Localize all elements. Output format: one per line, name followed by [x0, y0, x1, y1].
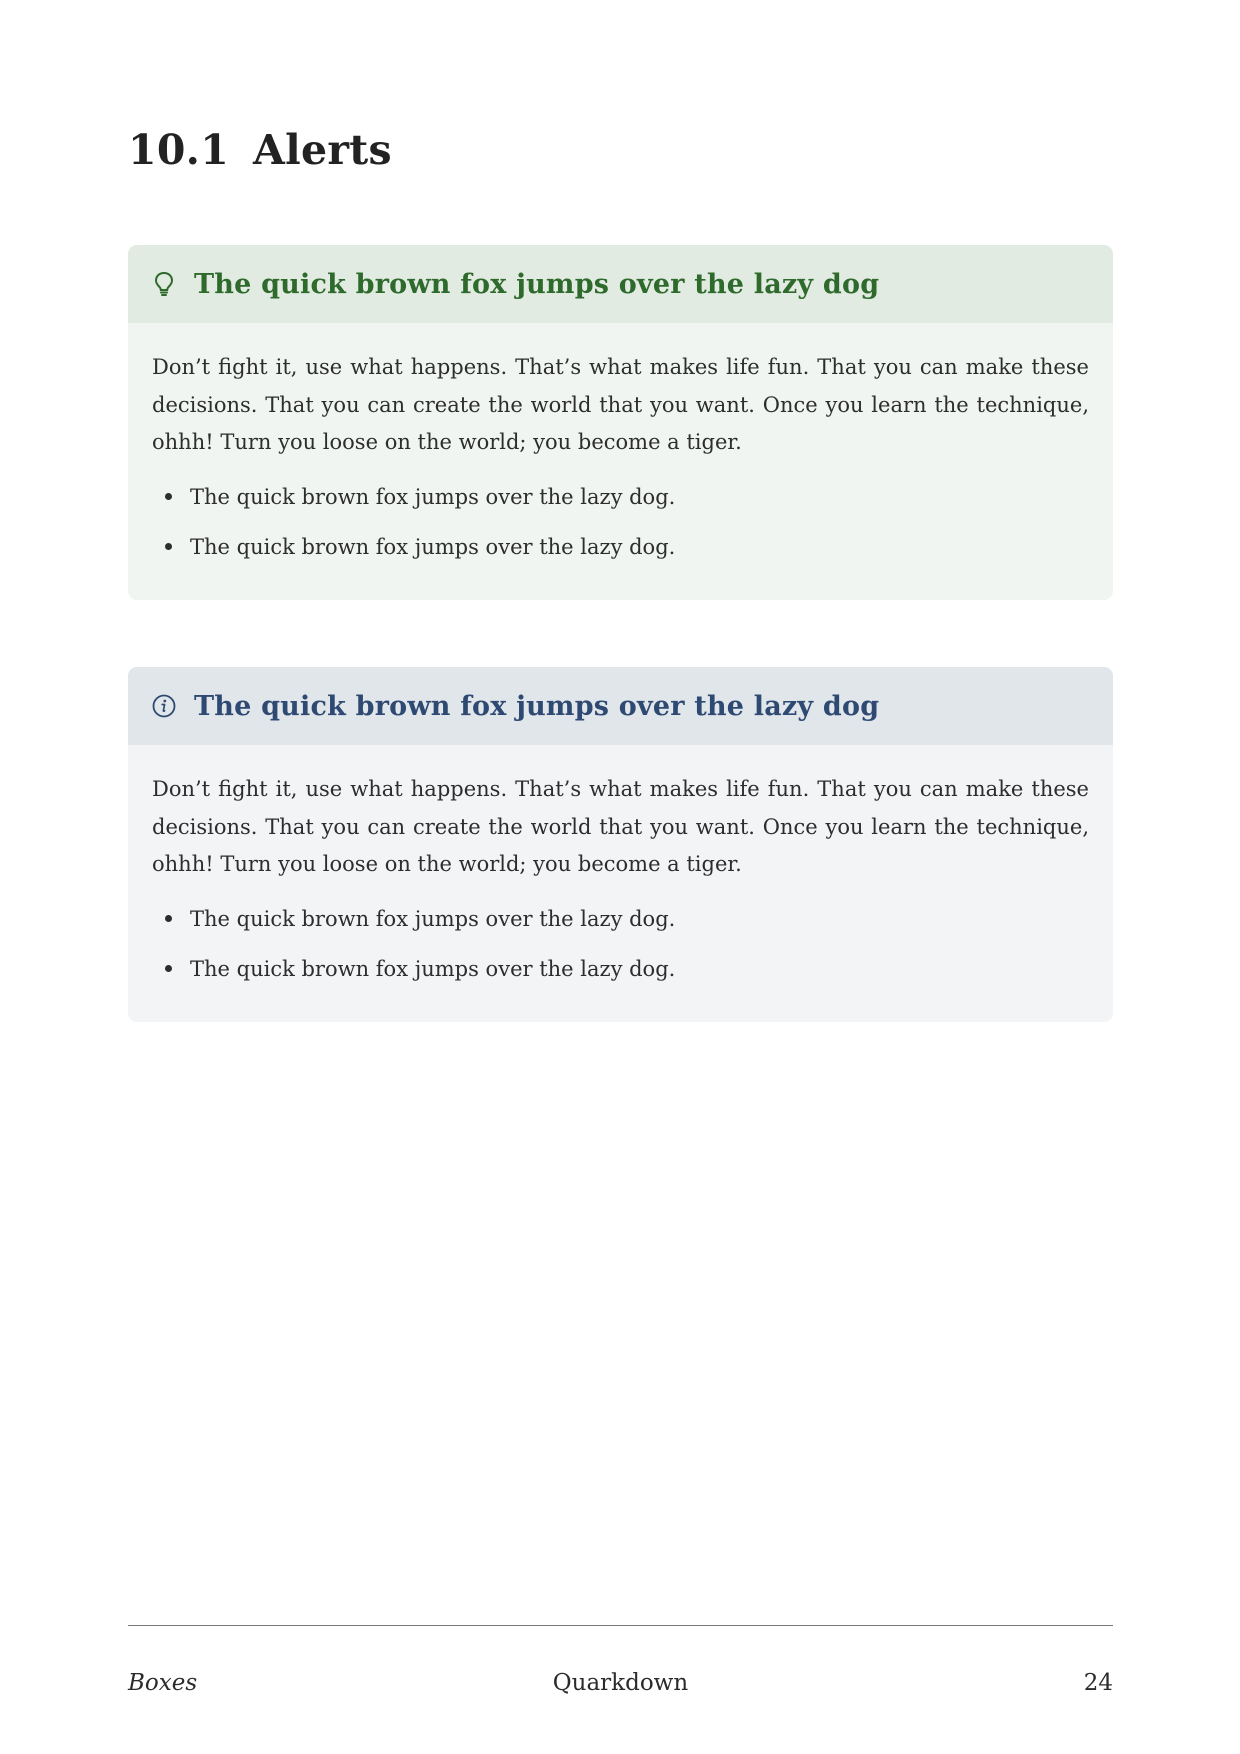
page-footer — [128, 1670, 1113, 1704]
alert-paragraph: Don’t fight it, use what happens. That’s what makes life fun. That you can make these decisions. That you can create the world that you want. Once you learn the technique, ohhh! Turn you loose on the world; you become a tiger. — [152, 355, 1089, 454]
list-item — [165, 944, 1089, 994]
list-item-text: The quick brown fox jumps over the lazy dog. — [190, 534, 676, 559]
list-item-text: The quick brown fox jumps over the lazy dog. — [190, 956, 676, 981]
alert-body — [128, 745, 1113, 994]
alert-title: The quick brown fox jumps over the lazy dog — [194, 690, 880, 722]
section-title: Alerts — [253, 126, 392, 174]
list-item — [165, 472, 1089, 522]
section-number: 10.1 — [128, 126, 230, 174]
list-item — [165, 894, 1089, 944]
bullet-list — [152, 472, 1089, 572]
bullet-icon — [165, 493, 172, 500]
alert-body — [128, 323, 1113, 572]
alert-paragraph: Don’t fight it, use what happens. That’s what makes life fun. That you can make these decisions. That you can create the world that you want. Once you learn the technique, ohhh! Turn you loose on the world; you become a tiger. — [152, 777, 1089, 876]
alert-title: The quick brown fox jumps over the lazy dog — [194, 268, 880, 300]
lightbulb-icon — [150, 270, 178, 298]
footer-divider — [128, 1625, 1113, 1626]
bullet-icon — [165, 915, 172, 922]
alert-header — [128, 245, 1113, 323]
footer-document-title: Quarkdown — [552, 1670, 689, 1696]
page-number: 24 — [1083, 1670, 1113, 1696]
list-item-text: The quick brown fox jumps over the lazy dog. — [190, 484, 676, 509]
footer-section-name: Boxes — [128, 1670, 198, 1696]
section-heading — [128, 120, 392, 180]
bullet-icon — [165, 965, 172, 972]
bullet-icon — [165, 543, 172, 550]
tip-alert-box — [128, 245, 1113, 600]
alert-header — [128, 667, 1113, 745]
bullet-list — [152, 894, 1089, 994]
note-alert-box — [128, 667, 1113, 1022]
list-item — [165, 522, 1089, 572]
list-item-text: The quick brown fox jumps over the lazy dog. — [190, 906, 676, 931]
info-icon — [150, 692, 178, 720]
